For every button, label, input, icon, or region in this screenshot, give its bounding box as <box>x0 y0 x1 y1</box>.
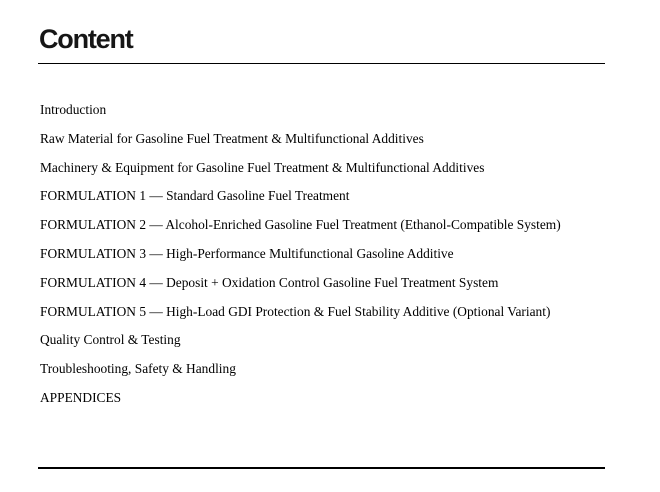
toc-item: Raw Material for Gasoline Fuel Treatment & Multifunctional Additives <box>40 130 424 146</box>
toc-item: FORMULATION 1 — Standard Gasoline Fuel Treatment <box>40 188 350 204</box>
toc-item: Machinery & Equipment for Gasoline Fuel Treatment & Multifunctional Additives <box>40 159 485 175</box>
footer-rule <box>38 467 605 469</box>
toc-item: APPENDICES <box>40 389 122 405</box>
page-title: Content <box>39 24 133 54</box>
toc-item: FORMULATION 2 — Alcohol-Enriched Gasoline Fuel Treatment (Ethanol-Compatible System) <box>40 217 561 233</box>
header-rule <box>38 63 605 64</box>
toc-item: FORMULATION 3 — High-Performance Multifunctional Gasoline Additive <box>40 245 454 261</box>
toc-item: Quality Control & Testing <box>40 332 181 348</box>
toc-item: FORMULATION 5 — High-Load GDI Protection & Fuel Stability Additive (Optional Variant) <box>40 303 551 319</box>
toc-item: Introduction <box>40 102 107 117</box>
toc-item: Troubleshooting, Safety & Handling <box>40 361 236 377</box>
toc-list <box>40 96 625 413</box>
toc-item: FORMULATION 4 — Deposit + Oxidation Control Gasoline Fuel Treatment System <box>40 274 499 290</box>
